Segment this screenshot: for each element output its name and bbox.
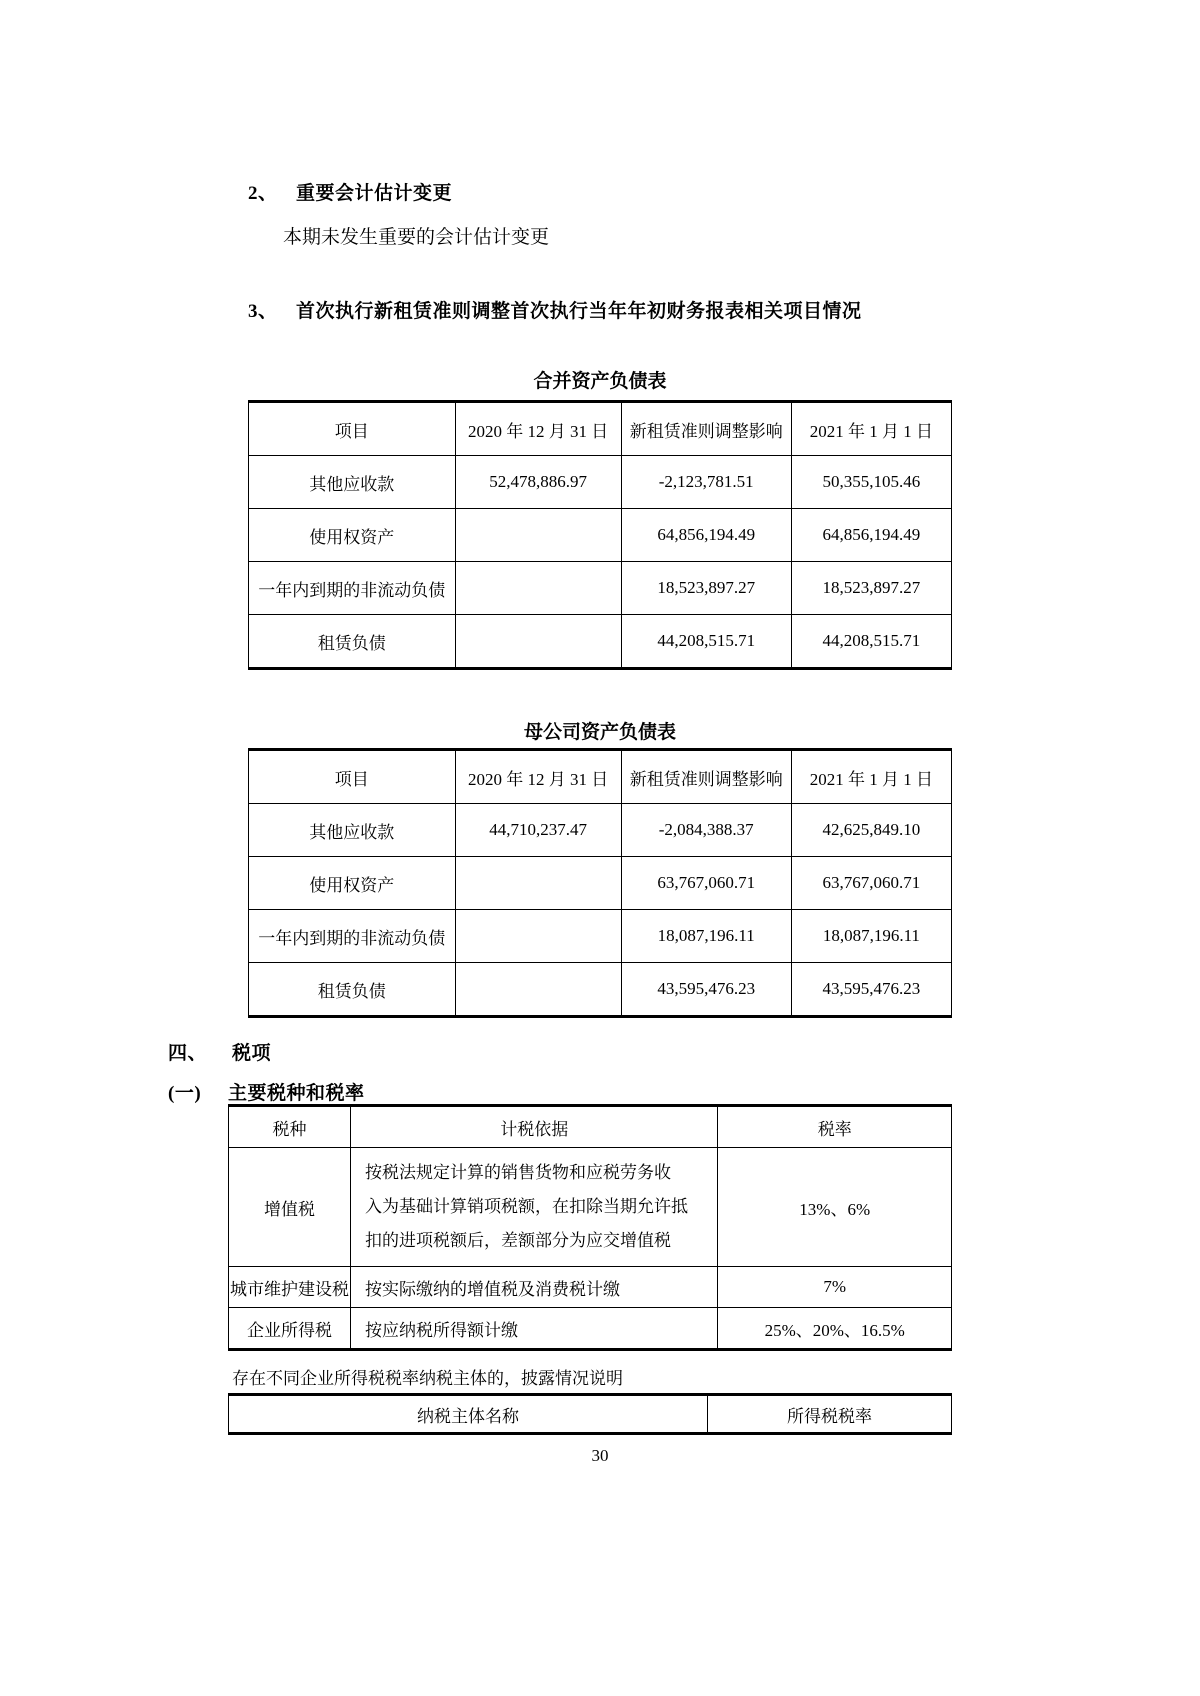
tax-types-table [228,1104,952,1351]
row-value-2021: 63,767,060.71 [791,857,951,910]
section-heading-2 [248,178,452,205]
section-four-number: 四、 [168,1043,208,1064]
row-value-2020 [455,615,621,669]
tax-type: 城市维护建设税 [229,1267,351,1308]
table-row [229,1267,952,1308]
tax-rate: 13%、6% [718,1148,952,1267]
row-value-2021: 18,523,897.27 [791,562,951,615]
header-date-2020: 2020 年 12 月 31 日 [455,750,621,804]
table-row [249,509,952,562]
table-header-row [249,750,952,804]
tax-rate: 7% [718,1267,952,1308]
header-date-2021: 2021 年 1 月 1 日 [791,402,951,456]
row-value-2021: 44,208,515.71 [791,615,951,669]
tax-basis-line: 按税法规定计算的销售货物和应税劳务收 [365,1163,672,1182]
table-row [249,615,952,669]
row-value-2021: 42,625,849.10 [791,804,951,857]
row-value-2020 [455,562,621,615]
tax-basis [351,1148,718,1267]
header-tax-type: 税种 [229,1106,351,1148]
table-header-row [229,1106,952,1148]
section-3-number: 3、 [248,301,278,322]
section-2-body: 本期未发生重要的会计估计变更 [283,227,550,248]
tax-basis-line: 扣的进项税额后，差额部分为应交增值税 [365,1231,672,1250]
row-label: 使用权资产 [249,857,456,910]
row-value-2020 [455,509,621,562]
tax-basis: 按实际缴纳的增值税及消费税计缴 [351,1267,718,1308]
section-3-title: 首次执行新租赁准则调整首次执行当年年初财务报表相关项目情况 [296,301,862,322]
row-value-2020 [455,857,621,910]
subsection-one-title: 主要税种和税率 [228,1083,365,1104]
row-value-adjustment: 44,208,515.71 [621,615,791,669]
header-adjustment: 新租赁准则调整影响 [621,402,791,456]
tax-type: 企业所得税 [229,1308,351,1350]
consolidated-balance-sheet-title: 合并资产负债表 [533,371,667,392]
entity-tax-note: 存在不同企业所得税税率纳税主体的，披露情况说明 [232,1369,623,1388]
table-row [249,804,952,857]
row-value-adjustment: -2,084,388.37 [621,804,791,857]
subsection-one-number: (一) [168,1083,202,1104]
row-value-2020: 44,710,237.47 [455,804,621,857]
row-value-adjustment: 18,523,897.27 [621,562,791,615]
row-value-2021: 50,355,105.46 [791,456,951,509]
section-2-number: 2、 [248,183,278,204]
consolidated-balance-sheet-table [248,400,952,670]
header-date-2020: 2020 年 12 月 31 日 [455,402,621,456]
header-date-2021: 2021 年 1 月 1 日 [791,750,951,804]
row-value-adjustment: 43,595,476.23 [621,963,791,1017]
entity-tax-table [228,1393,952,1435]
table-row [249,857,952,910]
header-tax-rate: 税率 [718,1106,952,1148]
row-label: 一年内到期的非流动负债 [249,562,456,615]
subsection-heading-one [168,1078,365,1105]
parent-balance-sheet-title: 母公司资产负债表 [523,722,676,743]
tax-type: 增值税 [229,1148,351,1267]
row-label: 一年内到期的非流动负债 [249,910,456,963]
row-value-2020 [455,910,621,963]
row-value-2021: 43,595,476.23 [791,963,951,1017]
table-row [249,562,952,615]
row-label: 其他应收款 [249,804,456,857]
section-2-title: 重要会计估计变更 [296,183,453,204]
row-value-2020 [455,963,621,1017]
row-value-2021: 64,856,194.49 [791,509,951,562]
table-row [249,963,952,1017]
tax-rate: 25%、20%、16.5% [718,1308,952,1350]
row-label: 其他应收款 [249,456,456,509]
table-row [229,1308,952,1350]
table-row [229,1148,952,1267]
row-label: 租赁负债 [249,963,456,1017]
header-item: 项目 [249,750,456,804]
row-label: 租赁负债 [249,615,456,669]
row-value-adjustment: 64,856,194.49 [621,509,791,562]
tax-basis-line: 入为基础计算销项税额，在扣除当期允许抵 [365,1197,689,1216]
table-row [249,910,952,963]
row-value-2021: 18,087,196.11 [791,910,951,963]
header-entity-name: 纳税主体名称 [229,1395,708,1434]
table-header-row [249,402,952,456]
row-value-2020: 52,478,886.97 [455,456,621,509]
tax-basis: 按应纳税所得额计缴 [351,1308,718,1350]
header-item: 项目 [249,402,456,456]
section-four-title: 税项 [232,1043,272,1064]
section-heading-four [168,1038,271,1065]
table-header-row [229,1395,952,1434]
row-value-adjustment: -2,123,781.51 [621,456,791,509]
row-value-adjustment: 18,087,196.11 [621,910,791,963]
header-adjustment: 新租赁准则调整影响 [621,750,791,804]
section-heading-3 [248,296,862,323]
row-label: 使用权资产 [249,509,456,562]
page-number: 30 [591,1446,609,1465]
parent-balance-sheet-table [248,748,952,1018]
header-tax-basis: 计税依据 [351,1106,718,1148]
table-row [249,456,952,509]
header-income-tax-rate: 所得税税率 [707,1395,951,1434]
row-value-adjustment: 63,767,060.71 [621,857,791,910]
